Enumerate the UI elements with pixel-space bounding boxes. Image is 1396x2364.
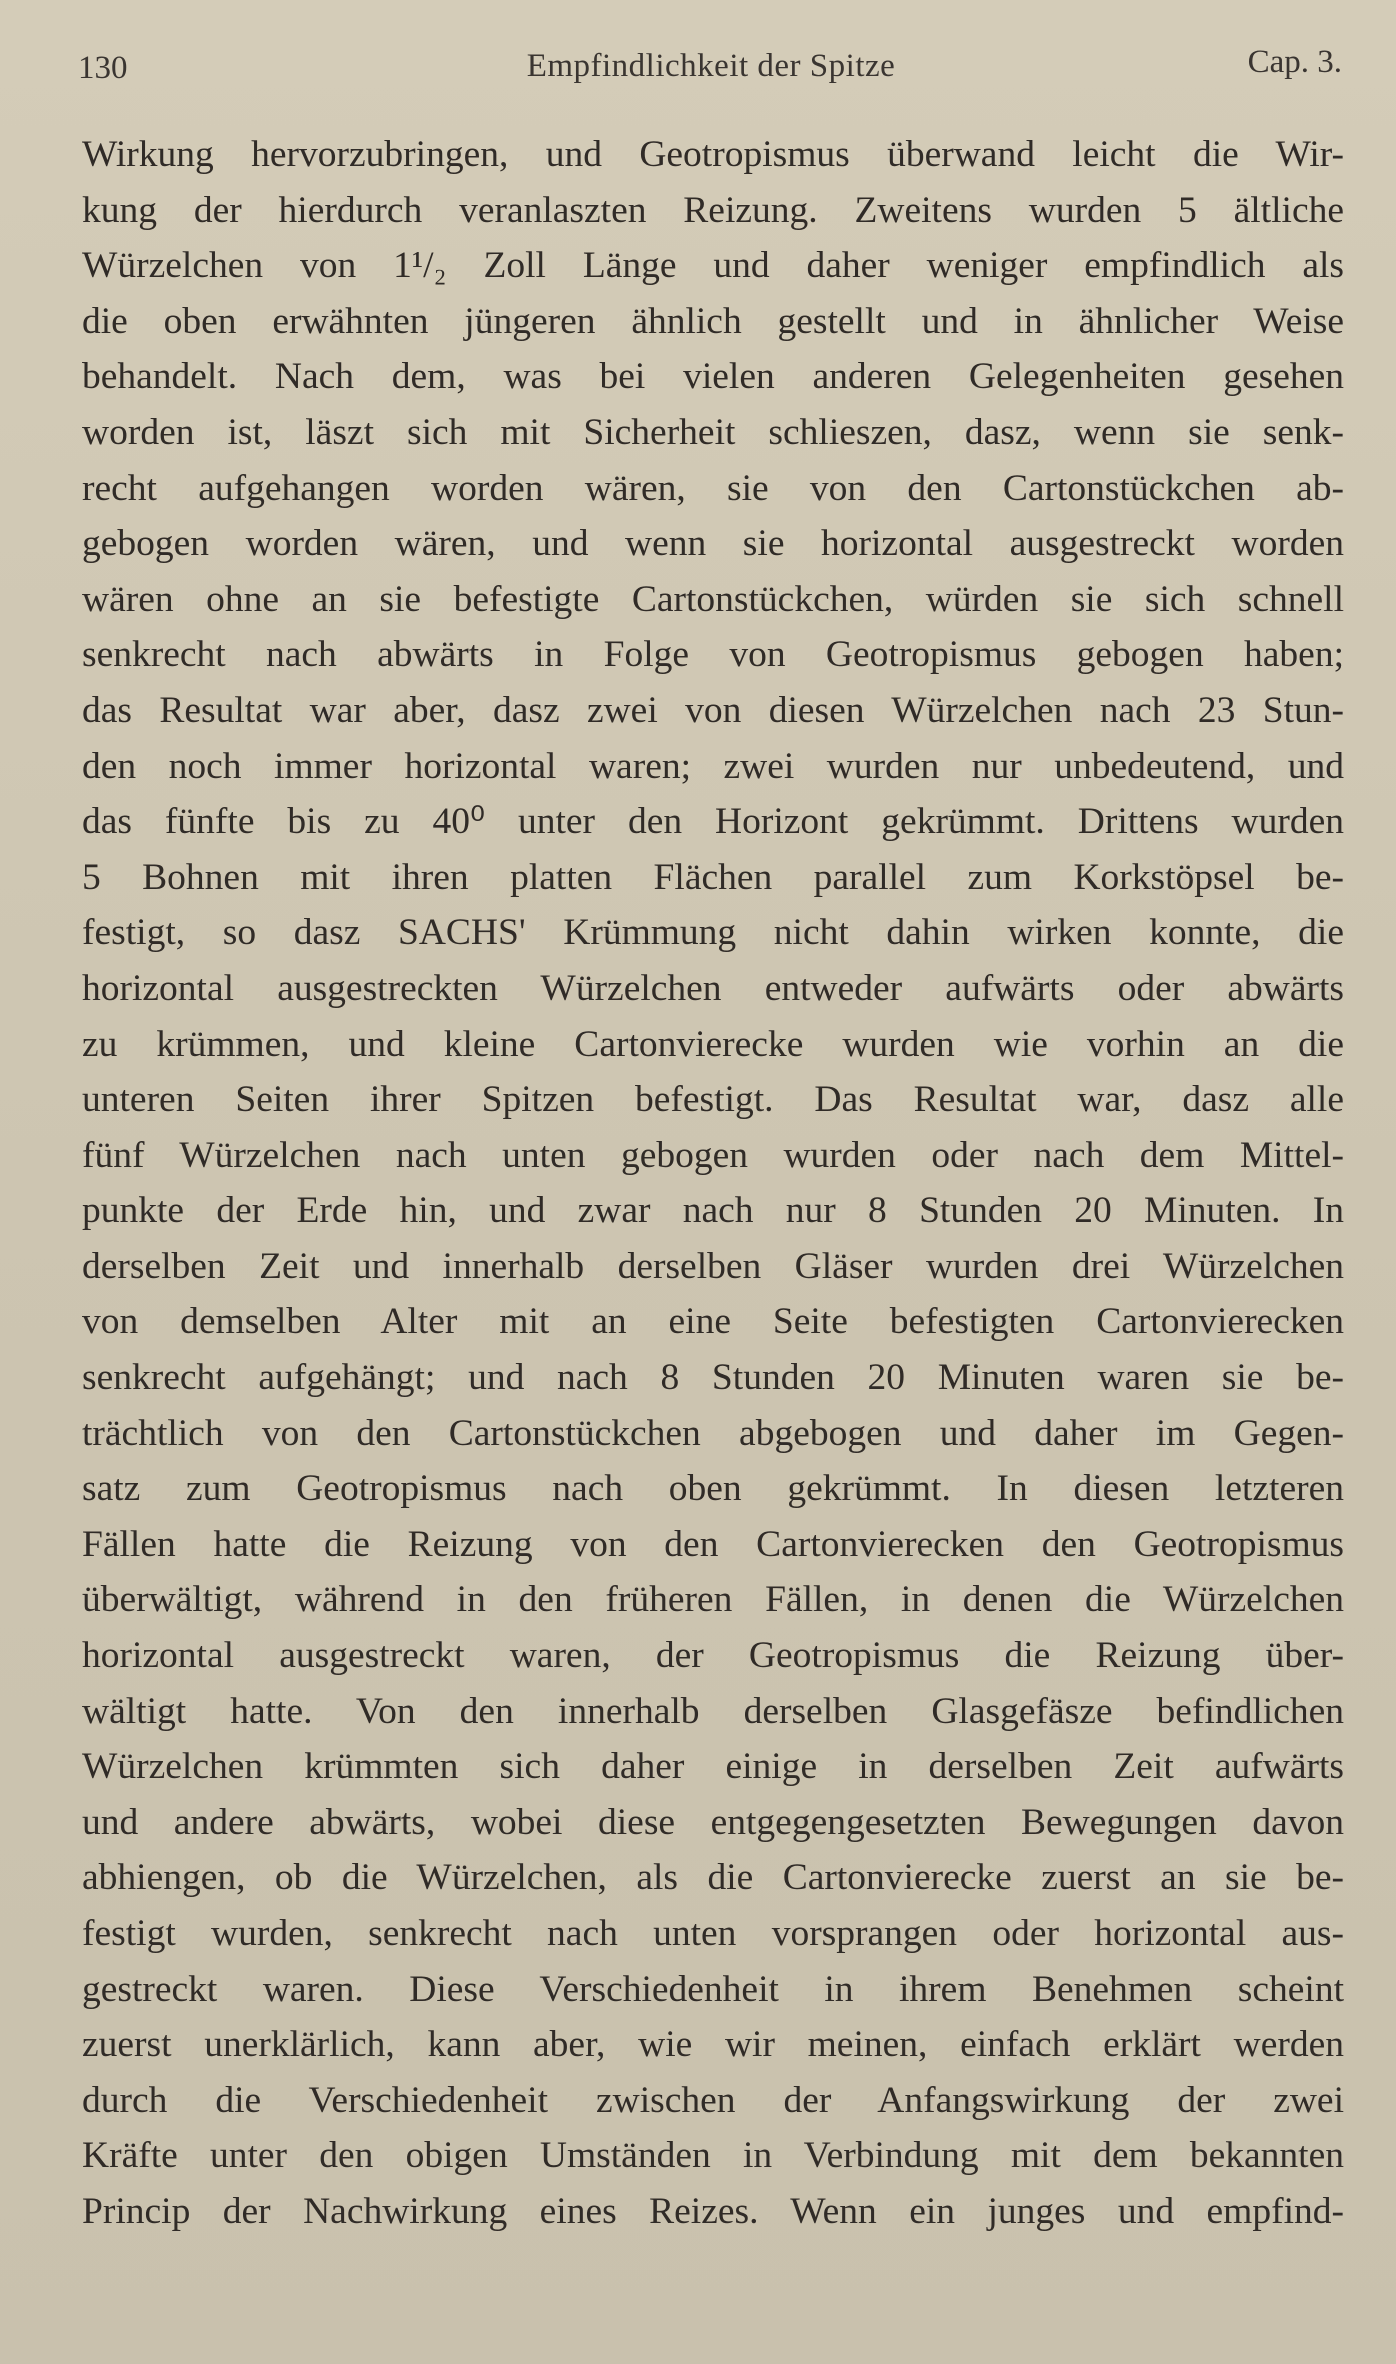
text-line: das fünfte bis zu 40⁰ unter den Horizont gekrümmt. Drittens wurden [82,801,1344,843]
text-line: trächtlich von den Cartonstückchen abgebogen und daher im Gegen- [82,1412,1344,1454]
text-line: das Resultat war aber, dasz zwei von diesen Würzelchen nach 23 Stun- [82,689,1344,731]
text-line: und andere abwärts, wobei diese entgegengesetzten Bewegungen davon [82,1801,1344,1843]
text-line: wären ohne an sie befestigte Cartonstückchen, würden sie sich schnell [82,578,1344,620]
text-line: gestreckt waren. Diese Verschiedenheit in ihrem Benehmen scheint [82,1968,1344,2010]
text-line: Wirkung hervorzubringen, und Geotropismus überwand leicht die Wir- [82,134,1344,175]
text-line: durch die Verschiedenheit zwischen der Anfangswirkung der zwei [82,2079,1344,2121]
body-text [82,127,1344,2240]
text-line: Kräfte unter den obigen Umständen in Verbindung mit dem bekannten [82,2135,1344,2177]
text-line: kung der hierdurch veranlaszten Reizung. Zweitens wurden 5 ältliche [82,189,1344,231]
text-line: senkrecht aufgehängt; und nach 8 Stunden 20 Minuten waren sie be- [82,1357,1344,1399]
text-line: festigt, so dasz SACHS' Krümmung nicht dahin wirken konnte, die [82,912,1344,954]
text-line: die oben erwähnten jüngeren ähnlich gestellt und in ähnlicher Weise [82,300,1344,342]
text-line: derselben Zeit und innerhalb derselben Gläser wurden drei Würzelchen [82,1245,1344,1287]
text-line: abhiengen, ob die Würzelchen, als die Cartonvierecke zuerst an sie be- [82,1857,1344,1899]
text-line: festigt wurden, senkrecht nach unten vorsprangen oder horizontal aus- [82,1913,1344,1954]
text-line: zuerst unerklärlich, kann aber, wie wir meinen, einfach erklärt werden [82,2024,1344,2066]
text-line: gebogen worden wären, und wenn sie horizontal ausgestreckt worden [82,523,1344,565]
running-head [78,44,1344,94]
text-line: Würzelchen krümmten sich daher einige in derselben Zeit aufwärts [82,1746,1344,1788]
text-line: von demselben Alter mit an eine Seite befestigten Cartonvierecken [82,1301,1344,1343]
text-line: horizontal ausgestreckten Würzelchen entweder aufwärts oder abwärts [82,967,1344,1009]
page-number: 130 [78,50,128,86]
text-line: behandelt. Nach dem, was bei vielen anderen Gelegenheiten gesehen [82,356,1344,398]
text-line: wältigt hatte. Von den innerhalb derselben Glasgefäsze befindlichen [82,1690,1344,1732]
text-line: zu krümmen, und kleine Cartonvierecke wurden wie vorhin an die [82,1023,1344,1065]
text-line: fünf Würzelchen nach unten gebogen wurden oder nach dem Mittel- [82,1134,1344,1176]
running-title: Empfindlichkeit der Spitze [526,48,896,84]
text-line: senkrecht nach abwärts in Folge von Geotropismus gebogen haben; [82,634,1344,676]
text-line: 5 Bohnen mit ihren platten Flächen parallel zum Korkstöpsel be- [82,856,1344,898]
text-line: unteren Seiten ihrer Spitzen befestigt. Das Resultat war, dasz alle [82,1079,1344,1121]
text-line: punkte der Erde hin, und zwar nach nur 8 Stunden 20 Minuten. In [82,1190,1344,1232]
text-line: Princip der Nachwirkung eines Reizes. Wenn ein junges und empfind- [82,2190,1344,2232]
text-line: recht aufgehangen worden wären, sie von den Cartonstückchen ab- [82,467,1344,509]
text-line: überwältigt, während in den früheren Fällen, in denen die Würzelchen [82,1579,1344,1621]
text-line: Würzelchen von 1¹/₂ Zoll Länge und daher weniger empfindlich als [82,245,1344,287]
text-line: den noch immer horizontal waren; zwei wurden nur unbedeutend, und [82,745,1344,787]
text-line: horizontal ausgestreckt waren, der Geotropismus die Reizung über- [82,1635,1344,1677]
text-line: Fällen hatte die Reizung von den Cartonvierecken den Geotropismus [82,1523,1344,1565]
chapter-label: Cap. 3. [1247,44,1342,80]
text-line: worden ist, läszt sich mit Sicherheit schlieszen, dasz, wenn sie senk- [82,411,1344,453]
text-line: satz zum Geotropismus nach oben gekrümmt. In diesen letzteren [82,1468,1344,1510]
